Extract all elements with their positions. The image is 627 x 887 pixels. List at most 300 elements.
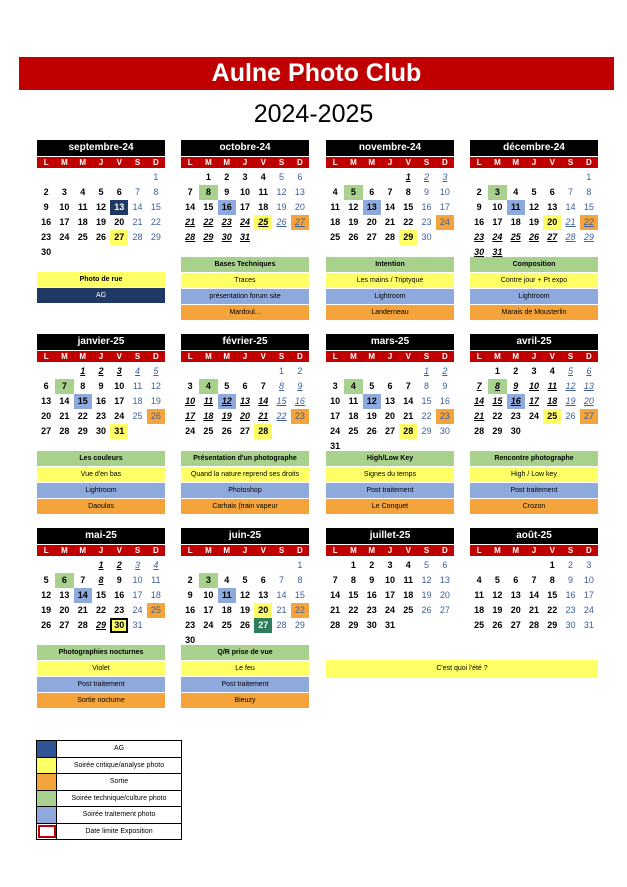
day-cell: 17 [492,217,503,227]
day-cell: 5 [424,560,430,570]
month-5 [181,334,309,439]
day-cell: 1 [153,172,159,182]
day-cell: 16 [95,396,106,406]
day-cell: 4 [260,172,266,182]
empty-cell [110,170,128,185]
weekday-label: M [205,158,212,167]
day-cell: 16 [366,590,377,600]
theme-box [470,257,598,321]
day-cell: 22 [403,217,414,227]
day-cell: 6 [369,187,375,197]
weekday-label: S [567,352,574,361]
day-cell: 5 [494,575,500,585]
day-cell: 10 [583,575,594,585]
weekday-label: M [61,546,68,555]
day-cell: 23 [221,217,232,227]
day-cell: 21 [276,605,287,615]
day-grid [37,364,165,439]
empty-cell [488,558,506,573]
day-cell: 19 [221,411,232,421]
theme-row: Mardoul... [181,305,309,320]
day-cell: 17 [203,605,214,615]
weekday-label: V [549,158,555,167]
weekday-label: L [187,352,193,361]
month-title: novembre-24 [326,140,454,156]
day-cell: 27 [439,605,450,615]
day-cell: 24 [185,426,196,436]
theme-box [470,451,598,515]
empty-cell [470,364,488,379]
day-cell: 7 [55,379,73,394]
weekday-header [181,157,309,168]
empty-cell [543,170,561,185]
weekday-label: M [79,546,87,555]
month-4 [37,334,165,439]
day-cell: 4 [224,575,230,585]
day-cell: 11 [547,381,557,391]
weekday-label: D [585,546,592,555]
month-2 [326,140,454,245]
day-cell: 12 [348,202,359,212]
day-cell: 31 [384,620,395,630]
day-cell: 23 [41,232,52,242]
month-title: janvier-25 [37,334,165,350]
day-cell: 12 [363,394,381,409]
day-cell: 19 [366,411,377,421]
legend-row [37,791,181,808]
empty-cell [254,364,272,379]
day-cell: 23 [565,605,576,615]
day-cell: 21 [403,411,414,421]
weekday-label: M [223,546,231,555]
day-cell: 14 [384,202,395,212]
day-cell: 30 [110,618,128,633]
day-cell: 23 [366,605,377,615]
day-cell: 3 [187,381,193,391]
day-cell: 7 [332,575,338,585]
weekday-label: J [98,158,104,167]
day-cell: 20 [366,217,377,227]
weekday-label: L [476,158,482,167]
day-cell: 12 [218,394,236,409]
day-cell: 8 [350,575,356,585]
day-cell: 16 [294,396,305,406]
day-cell: 1 [549,560,555,570]
weekday-header [181,351,309,362]
day-cell: 5 [279,172,285,182]
theme-row: Photo de rue [37,272,165,287]
day-cell: 29 [77,426,88,436]
day-cell: 28 [565,232,576,242]
day-grid [470,364,598,439]
day-cell: 26 [421,605,432,615]
weekday-label: S [134,352,141,361]
theme-row: Post traitement [181,677,309,692]
day-cell: 28 [185,232,196,242]
theme-row: présentation forum site [181,289,309,304]
day-cell: 8 [424,381,430,391]
day-cell: 8 [405,187,411,197]
day-cell: 1 [297,560,303,570]
theme-row: Les mains / Triptyque [326,273,454,288]
day-cell: 26 [239,620,250,630]
day-cell: 26 [528,232,539,242]
day-cell: 17 [59,217,70,227]
day-cell: 6 [116,187,122,197]
empty-cell [507,558,525,573]
weekday-label: L [43,158,49,167]
month-7 [470,334,598,439]
empty-cell [92,170,110,185]
day-cell: 20 [239,411,250,421]
day-cell: 26 [366,426,377,436]
day-cell: 28 [384,232,395,242]
day-cell: 9 [224,187,230,197]
day-cell: 4 [153,560,159,570]
day-cell: 17 [132,590,143,600]
day-grid [326,170,454,245]
day-cell: 14 [565,202,576,212]
day-cell: 26 [221,426,232,436]
empty-cell [326,364,344,379]
day-cell: 18 [258,202,269,212]
day-cell: 1 [350,560,356,570]
day-cell: 1 [205,172,211,182]
day-cell: 27 [510,620,521,630]
month-10 [326,528,454,633]
day-grid [181,364,309,439]
day-cell: 18 [547,396,558,406]
day-cell: 10 [59,202,70,212]
day-cell: 17 [439,202,450,212]
empty-cell [326,558,344,573]
day-cell: 20 [114,217,125,227]
day-cell: 23 [421,217,432,227]
day-cell: 3 [488,185,506,200]
legend-label: Sortie [109,778,129,785]
day-cell: 29 [421,426,432,436]
day-grid [326,558,454,633]
day-cell: 16 [439,396,450,406]
day-cell: 2 [513,366,519,376]
weekday-label: L [43,546,49,555]
empty-cell [218,558,236,573]
day-cell: 15 [492,396,503,406]
day-cell: 25 [403,605,414,615]
day-cell: 8 [98,575,104,585]
day-cell: 22 [203,217,214,227]
weekday-label: M [350,158,357,167]
weekday-label: M [79,158,87,167]
theme-row: Contre jour + Pt expo [470,273,598,288]
day-cell: 2 [297,366,303,376]
day-cell: 3 [61,187,67,197]
day-cell: 17 [185,411,196,421]
weekday-header [37,157,165,168]
day-cell: 26 [147,409,165,424]
day-cell: 21 [528,605,539,615]
day-cell: 30 [221,232,232,242]
day-cell: 6 [242,381,248,391]
weekday-label: M [61,352,68,361]
day-cell: 14 [528,590,539,600]
theme-row: Marais de Mousterlin [470,305,598,320]
day-cell: 8 [586,187,592,197]
weekday-header [37,351,165,362]
month-title: août-25 [470,528,598,544]
day-cell: 11 [218,588,236,603]
theme-row: Signes du temps [326,467,454,482]
day-cell: 1 [98,560,104,570]
day-cell: 29 [399,230,417,245]
day-cell: 2 [476,187,482,197]
weekday-label: V [260,158,266,167]
day-cell: 14 [74,588,92,603]
day-cell: 22 [77,411,88,421]
legend-label: Soirée technique/culture photo [71,794,167,802]
day-cell: 28 [59,426,70,436]
day-cell: 24 [132,605,143,615]
day-cell: 3 [531,366,537,376]
weekday-label: M [61,158,68,167]
day-cell: 15 [203,202,214,212]
weekday-header [326,545,454,556]
weekday-label: M [223,352,231,361]
day-cell: 1 [586,172,592,182]
day-cell: 30 [565,620,576,630]
day-cell: 5 [344,185,362,200]
day-cell: 25 [348,426,359,436]
theme-row: Landerneau [326,305,454,320]
day-cell: 29 [583,232,594,242]
empty-cell [254,558,272,573]
day-cell: 10 [492,202,503,212]
day-cell: 24 [330,426,341,436]
day-cell: 21 [384,217,395,227]
day-cell: 5 [153,366,159,376]
weekday-label: L [187,158,193,167]
day-cell: 27 [547,232,558,242]
empty-cell [381,364,399,379]
weekday-label: V [116,158,122,167]
day-cell: 8 [199,185,217,200]
weekday-label: M [223,158,231,167]
day-cell: 28 [132,232,143,242]
day-cell: 31 [239,232,250,242]
theme-row: Post traitement [37,677,165,692]
weekday-label: S [567,158,574,167]
theme-row: Violet [37,661,165,676]
weekday-label: M [350,546,357,555]
theme-row: Carhaix (train vapeur [181,499,309,514]
day-cell: 30 [439,426,450,436]
weekday-label: V [549,546,555,555]
weekday-label: D [585,352,592,361]
theme-row: Composition [470,257,598,272]
day-cell: 13 [547,202,558,212]
day-grid [181,170,309,245]
weekday-label: L [332,546,338,555]
weekday-label: D [441,546,448,555]
day-cell: 10 [239,187,250,197]
weekday-label: V [549,352,555,361]
day-cell: 12 [528,202,539,212]
theme-row: Traces [181,273,309,288]
day-cell: 27 [239,426,250,436]
empty-cell [236,364,254,379]
weekday-label: M [368,546,376,555]
day-cell: 7 [476,381,482,391]
weekday-label: D [152,546,159,555]
day-cell: 4 [549,366,555,376]
day-cell: 23 [510,411,521,421]
day-cell: 20 [510,605,521,615]
weekday-label: J [531,546,537,555]
day-cell: 28 [276,620,287,630]
weekday-label: M [494,158,501,167]
day-cell: 11 [258,187,269,197]
day-cell: 14 [132,202,143,212]
day-cell: 21 [59,411,70,421]
day-cell: 17 [583,590,594,600]
weekday-label: V [116,352,122,361]
legend-row [37,758,181,775]
day-cell: 20 [439,590,450,600]
day-cell: 2 [424,172,430,182]
day-cell: 28 [399,424,417,439]
day-cell: 2 [187,575,193,585]
theme-box [326,257,454,321]
day-cell: 5 [43,575,49,585]
day-cell: 30 [474,247,485,257]
month-1 [181,140,309,245]
day-cell: 12 [492,590,503,600]
day-cell: 17 [114,396,125,406]
weekday-label: S [423,546,430,555]
day-cell: 31 [132,620,143,630]
day-cell: 15 [150,202,161,212]
weekday-label: S [278,352,285,361]
day-cell: 15 [547,590,558,600]
day-cell: 14 [474,396,485,406]
theme-row: Post traitement [326,483,454,498]
theme-row: Lightroom [470,289,598,304]
day-cell: 7 [135,187,141,197]
day-cell: 10 [203,590,214,600]
month-title: juillet-25 [326,528,454,544]
weekday-label: L [476,546,482,555]
day-cell: 29 [547,620,558,630]
day-cell: 21 [132,217,143,227]
day-cell: 31 [330,441,341,451]
day-cell: 1 [424,366,430,376]
legend-label: AG [113,745,125,752]
day-cell: 11 [203,396,214,406]
day-cell: 28 [330,620,341,630]
theme-row: Intention [326,257,454,272]
day-cell: 4 [80,187,86,197]
day-cell: 10 [132,575,143,585]
day-cell: 18 [474,605,485,615]
weekday-label: S [134,158,141,167]
weekday-label: V [260,546,266,555]
legend-swatch [37,791,57,807]
month-3 [470,140,598,260]
day-cell: 13 [294,187,305,197]
day-cell: 5 [224,381,230,391]
day-cell: 20 [59,605,70,615]
empty-cell [74,170,92,185]
day-cell: 19 [95,217,106,227]
day-cell: 19 [528,217,539,227]
day-grid [470,170,598,260]
empty-cell [55,558,73,573]
day-cell: 4 [135,366,141,376]
day-cell: 26 [41,620,52,630]
day-cell: 24 [239,217,250,227]
day-cell: 28 [474,426,485,436]
day-cell: 20 [543,215,561,230]
empty-cell [37,558,55,573]
day-cell: 15 [74,394,92,409]
empty-cell [399,364,417,379]
day-cell: 24 [436,215,454,230]
theme-row: Le feu [181,661,309,676]
empty-cell [55,364,73,379]
legend-row [37,774,181,791]
legend-row [37,741,181,758]
day-cell: 25 [510,232,521,242]
empty-cell [236,558,254,573]
day-cell: 13 [439,575,450,585]
day-cell: 24 [203,620,214,630]
empty-cell [488,170,506,185]
day-cell: 4 [199,379,217,394]
empty-cell [37,170,55,185]
day-cell: 19 [421,590,432,600]
weekday-header [181,545,309,556]
day-cell: 10 [384,575,395,585]
day-cell: 4 [513,187,519,197]
day-cell: 30 [366,620,377,630]
empty-cell [181,558,199,573]
day-cell: 15 [95,590,106,600]
day-cell: 16 [114,590,125,600]
day-cell: 9 [297,381,303,391]
day-cell: 4 [405,560,411,570]
day-cell: 9 [568,575,574,585]
weekday-label: D [296,546,303,555]
day-cell: 23 [114,605,125,615]
empty-cell [74,558,92,573]
day-cell: 2 [369,560,375,570]
day-cell: 21 [258,411,269,421]
weekday-label: L [43,352,49,361]
day-cell: 11 [403,575,414,585]
day-cell: 21 [474,411,485,421]
day-cell: 25 [330,232,341,242]
club-title: Aulne Photo Club [19,57,614,90]
theme-row: AG [37,288,165,303]
weekday-label: M [79,352,87,361]
day-cell: 22 [580,215,598,230]
day-cell: 16 [565,590,576,600]
day-cell: 22 [276,411,287,421]
weekday-label: J [98,352,104,361]
day-cell: 30 [510,426,521,436]
day-cell: 23 [436,409,454,424]
day-cell: 28 [254,424,272,439]
